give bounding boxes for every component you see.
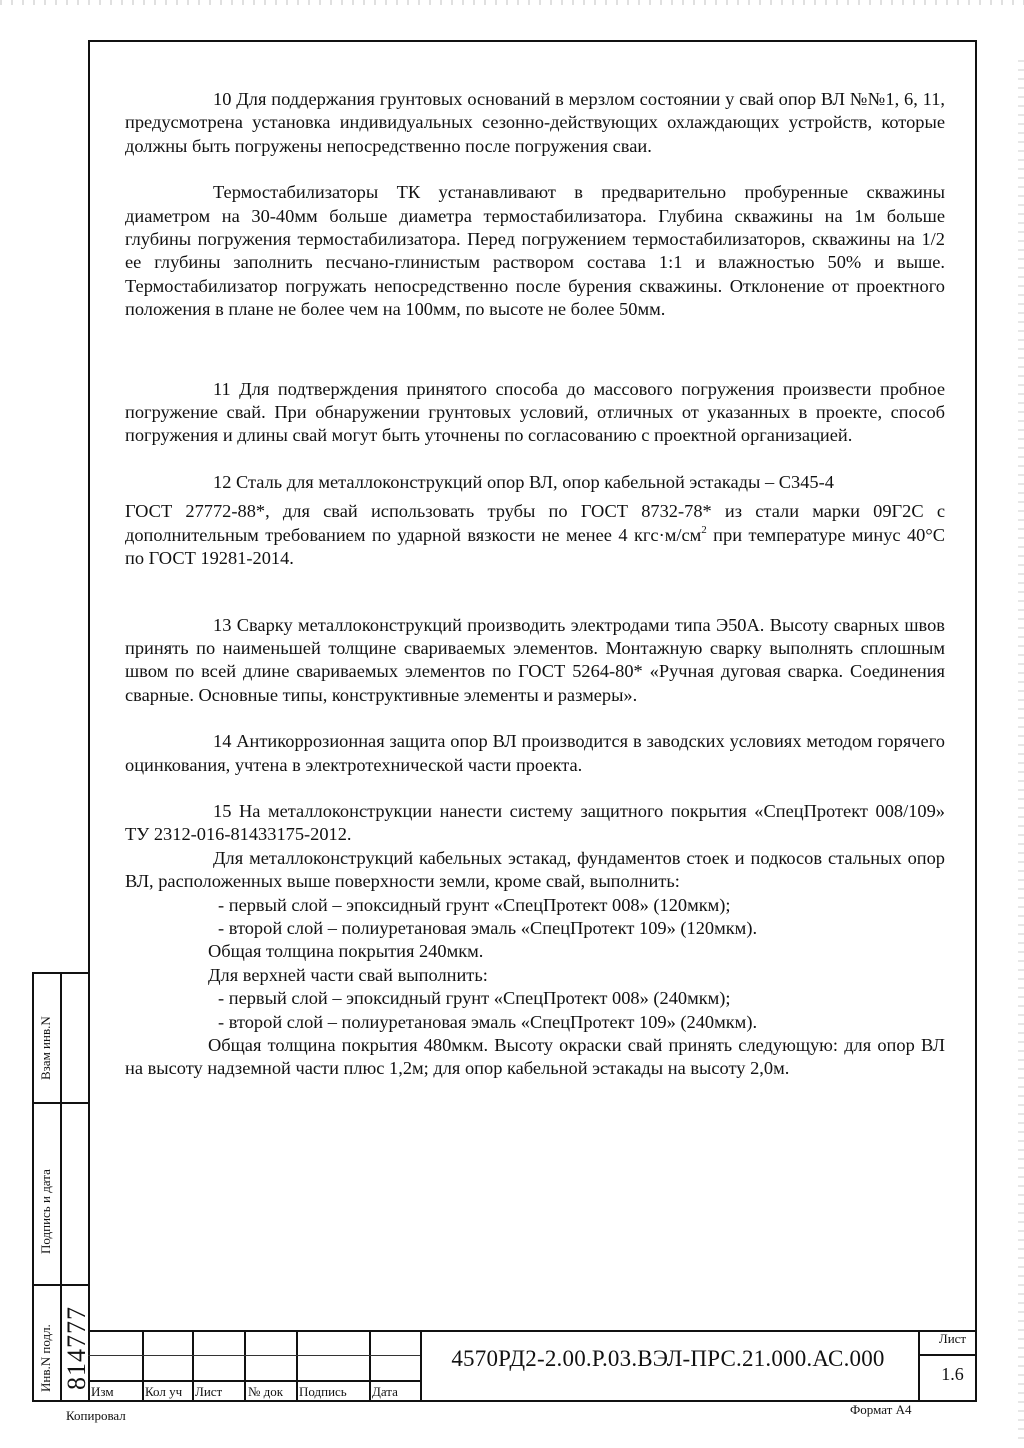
tb-divider bbox=[142, 1332, 144, 1402]
paragraph-12-line1: 12 Сталь для металлоконструкций опор ВЛ, опор кабельной эстакады – С345-4 bbox=[213, 471, 834, 492]
paragraph-15: 15 На металлоконструкции нанести систему защитного покрытия «СпецПротект 008/109» ТУ 2312-016-81433175-2012. bbox=[125, 800, 945, 845]
paragraph-10-thermostabilizers: Термостабилизаторы ТК устанавливают в предварительно пробуренные скважины диаметром на 30-40мм больше диаметра термостабилизатора. Глубина скважины на 1м больше глубины погружения термостабилизатора. Перед погружением термостабилизаторов, скважины на 1/2 ее глубины заполнить песчано-глинистым раствором состава 1:1 и влажностью 50% и выше. Термостабилизатор погружать непосредственно после бурения скважины. Отклонение от проектного положения в плане не более чем на 100мм, по высоте не более 50мм. bbox=[125, 182, 945, 320]
col-sheet: Лист bbox=[195, 1384, 223, 1399]
list-item: - первый слой – эпоксидный грунт «СпецПротект 008» (240мкм); bbox=[218, 988, 731, 1009]
side-stamp-row-divider bbox=[34, 1284, 90, 1286]
paragraph-12-text: ГОСТ 27772-88*, для свай использовать трубы по ГОСТ 8732-78* из стали марки 09Г2С с дополнительным требованием по ударной вязкости не менее 4 кгс·м/см bbox=[125, 501, 945, 545]
col-doc-number: № док bbox=[248, 1384, 284, 1399]
format-label: Формат А4 bbox=[850, 1402, 912, 1417]
sheet-number: 1.6 bbox=[941, 1364, 964, 1384]
list-item: - первый слой – эпоксидный грунт «СпецПротект 008» (120мкм); bbox=[218, 894, 731, 915]
sheet-label: Лист bbox=[938, 1331, 967, 1346]
inventory-number: 814777 bbox=[62, 1306, 91, 1390]
paragraph-15-metal: Для металлоконструкций кабельных эстакад, фундаментов стоек и подкосов стальных опор ВЛ, расположенных выше поверхности земли, кроме свай, выполнить: bbox=[125, 847, 945, 892]
col-signature: Подпись bbox=[299, 1384, 347, 1399]
paragraph-15-piles: Для верхней части свай выполнить: bbox=[208, 964, 488, 985]
document-body bbox=[125, 88, 945, 1081]
col-date: Дата bbox=[372, 1384, 398, 1399]
original-inventory-label: Инв.N подл. bbox=[38, 1324, 53, 1392]
replacement-inventory-label: Взам инв.N bbox=[38, 1016, 53, 1080]
signature-date-label: Подпись и дата bbox=[38, 1169, 53, 1254]
paragraph-14: 14 Антикоррозионная защита опор ВЛ производится в заводских условиях методом горячего оцинкования, учтена в электротехнической части проекта. bbox=[125, 731, 945, 775]
tb-divider bbox=[369, 1332, 371, 1402]
col-revision: Изм bbox=[91, 1384, 114, 1399]
title-block bbox=[88, 1330, 977, 1402]
side-stamp-row-divider bbox=[34, 1102, 90, 1104]
tb-divider bbox=[192, 1332, 194, 1402]
paragraph-12-body bbox=[125, 500, 945, 570]
tb-divider bbox=[918, 1332, 920, 1402]
copied-by-label: Копировал bbox=[66, 1408, 126, 1423]
total-thickness-240: Общая толщина покрытия 240мкм. bbox=[208, 941, 484, 962]
tb-divider bbox=[244, 1332, 246, 1402]
list-item: - второй слой – полиуретановая эмаль «СпецПротект 109» (240мкм). bbox=[218, 1011, 758, 1032]
list-item: - второй слой – полиуретановая эмаль «СпецПротект 109» (120мкм). bbox=[218, 917, 758, 938]
tb-sheet-divider bbox=[918, 1354, 977, 1356]
tb-row-line bbox=[88, 1380, 420, 1382]
paragraph-13: 13 Сварку металлоконструкций производить электродами типа Э50А. Высоту сварных швов принять по наименьшей толщине свариваемых элементов. Монтажную сварку выполнять сплошным швом по всей длине свариваемых элементов по ГОСТ 5264-80* «Ручная дуговая сварка. Соединения сварные. Основные типы, конструктивные элементы и размеры». bbox=[125, 614, 945, 705]
tb-row-line bbox=[88, 1355, 420, 1356]
total-thickness-480: Общая толщина покрытия 480мкм. Высоту окраски свай принять следующую: для опор ВЛ на высоту надземной части плюс 1,2м; для опор кабельной эстакады на высоту 2,0м. bbox=[125, 1035, 945, 1079]
tb-divider bbox=[296, 1332, 298, 1402]
paragraph-10: 10 Для поддержания грунтовых оснований в мерзлом состоянии у свай опор ВЛ №№1, 6, 11, предусмотрена установка индивидуальных сезонно-действующих охлаждающих устройств, которые должны быть погружены непосредственно после погружения сваи. bbox=[125, 89, 945, 156]
scan-artifact-right bbox=[1018, 60, 1024, 1440]
paragraph-11: 11 Для подтверждения принятого способа до массового погружения произвести пробное погружение свай. При обнаружении грунтовых условий, отличных от указанных в проекте, способ погружения и длины свай могут быть уточнены по согласованию с проектной организацией. bbox=[125, 378, 945, 446]
superscript: 2 bbox=[701, 523, 707, 536]
paragraph-12-text-end: при температуре минус 40°С по ГОСТ 19281-2014. bbox=[125, 524, 945, 569]
scan-artifact-top bbox=[0, 0, 1024, 5]
side-stamp bbox=[32, 972, 91, 1402]
col-count: Кол уч bbox=[145, 1384, 183, 1399]
document-code: 4570РД2-2.00.Р.03.ВЭЛ-ПРС.21.000.АС.000 bbox=[451, 1346, 885, 1371]
